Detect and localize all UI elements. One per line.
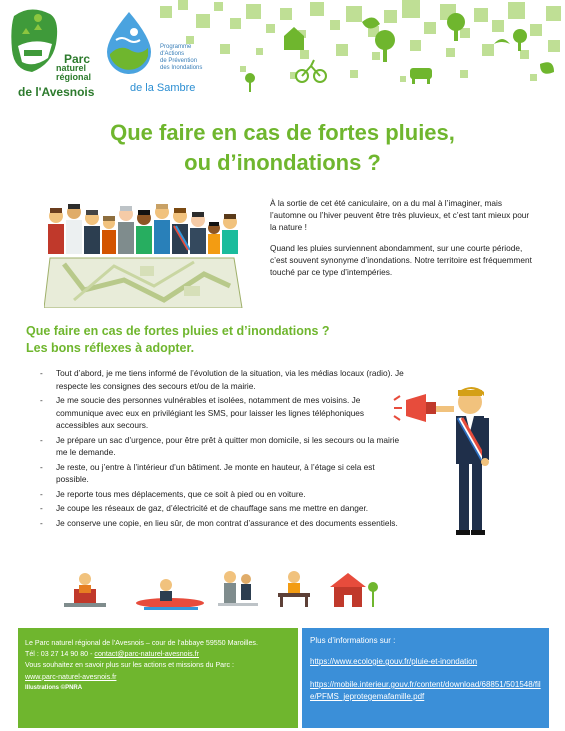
title-line2: ou d’inondations ? [184, 150, 381, 175]
footer-more-info: Vous souhaitez en savoir plus sur les actions et missions du Parc : [25, 661, 234, 670]
list-item-text: Je conserve une copie, en lieu sûr, de mon contrat d’assurance et des documents essentiels. [56, 517, 398, 528]
list-item-text: Je reste, ou j’entre à l’intérieur d’un bâtiment. Je monte en hauteur, à l’étage si cela est possible. [56, 461, 375, 484]
list-item [40, 434, 405, 459]
pnr-logo-regional: régional [56, 72, 92, 82]
bullet-dash: - [40, 488, 43, 499]
reflexes-list [40, 367, 405, 531]
bullet-dash: - [40, 395, 43, 405]
intro-paragraph-1: À la sortie de cet été caniculaire, on a du mal à l’imaginer, mais l’automne ou l’hiver peuvent être très pluvieux, et c’est tant mieux pour la nature ! [270, 198, 530, 232]
interieur-link[interactable]: https://mobile.interieur.gouv.fr/content/download/68851/501548/file/PFMS_jeprotegemafamille.pdf [310, 680, 541, 701]
papi-logo-sambre: de la Sambre [130, 82, 196, 94]
intro-text [270, 197, 532, 287]
page-header [0, 0, 565, 105]
papi-line3: de Prévention [160, 58, 198, 64]
section-heading-line1: Que faire en cas de fortes pluies et d’inondations ? [26, 324, 330, 338]
list-item-text: Je reporte tous mes déplacements, que ce soit à pied ou en voiture. [56, 488, 306, 499]
footer-contact-box [18, 628, 298, 728]
footer-tel: Tél : 03 27 14 90 80 - [25, 650, 93, 659]
reflexes-icons-row [60, 565, 390, 611]
intro-paragraph-2: Quand les pluies surviennent abondamment, sur une courte période, c’est souvent synonyme d’inondations. Notre territoire est fréquemment touché par ce type d’intempéries. [270, 243, 532, 277]
footer-website-link[interactable]: www.parc-naturel-avesnois.fr [25, 672, 117, 681]
papi-line1: Programme [160, 44, 192, 50]
list-item-text: Je coupe les réseaux de gaz, d’électricité et de chauffage sans me mettre en danger. [56, 503, 369, 513]
list-item [40, 488, 405, 501]
page-title [0, 118, 565, 178]
section-heading-line2: Les bons réflexes à adopter. [26, 341, 195, 355]
pnr-logo-line1: Parc [64, 52, 91, 66]
pnr-logo-naturel: naturel [56, 63, 87, 73]
list-item [40, 461, 405, 486]
list-item-text: Tout d’abord, je me tiens informé de l’évolution de la situation, via les médias locaux (radio). Je respecte les consignes des secours et/ou de la mairie. [56, 368, 404, 391]
section-heading [26, 323, 330, 357]
footer-links-box [302, 628, 549, 728]
footer-tel-line [25, 649, 295, 660]
list-item [40, 394, 405, 432]
list-item [40, 517, 405, 530]
footer-illustrations-credit: Illustrations ©PNRA [25, 684, 83, 691]
papi-line4: des Inondations [160, 65, 203, 71]
crowd-around-map-illustration [44, 190, 244, 308]
papi-line2: d'Actions [160, 51, 185, 57]
papi-sambre-logo [104, 10, 154, 76]
list-item-text: Je me soucie des personnes vulnérables et isolées, notamment de mes voisins. Je communique avec eux en privilégiant les SMS, pour laisser les lignes téléphoniques accessibles aux secours. [56, 395, 365, 430]
footer-address: Le Parc naturel régional de l’Avesnois – cour de l’abbaye 59550 Maroilles. [25, 639, 258, 647]
pnr-logo-line2 [56, 64, 91, 82]
title-line1: Que faire en cas de fortes pluies, [110, 120, 455, 145]
list-item [40, 367, 405, 392]
footer-more-label: Plus d’informations sur : [310, 636, 396, 645]
bullet-dash: - [40, 368, 43, 378]
bullet-dash: - [40, 503, 43, 513]
list-item [40, 502, 405, 515]
footer-email-link[interactable]: contact@parc-naturel-avesnois.fr [94, 650, 200, 659]
list-item-text: Je prépare un sac d’urgence, pour être prêt à quitter mon domicile, si les secours ou la mairie me le demande. [56, 434, 400, 457]
papi-logo-text [160, 44, 202, 72]
pnr-logo-line4: de l'Avesnois [18, 85, 95, 99]
bullet-dash: - [40, 461, 43, 472]
bullet-dash: - [40, 517, 43, 528]
mayor-megaphone-illustration [392, 382, 507, 537]
bullet-dash: - [40, 434, 43, 445]
ecologie-link[interactable]: https://www.ecologie.gouv.fr/pluie-et-inondation [310, 657, 478, 666]
